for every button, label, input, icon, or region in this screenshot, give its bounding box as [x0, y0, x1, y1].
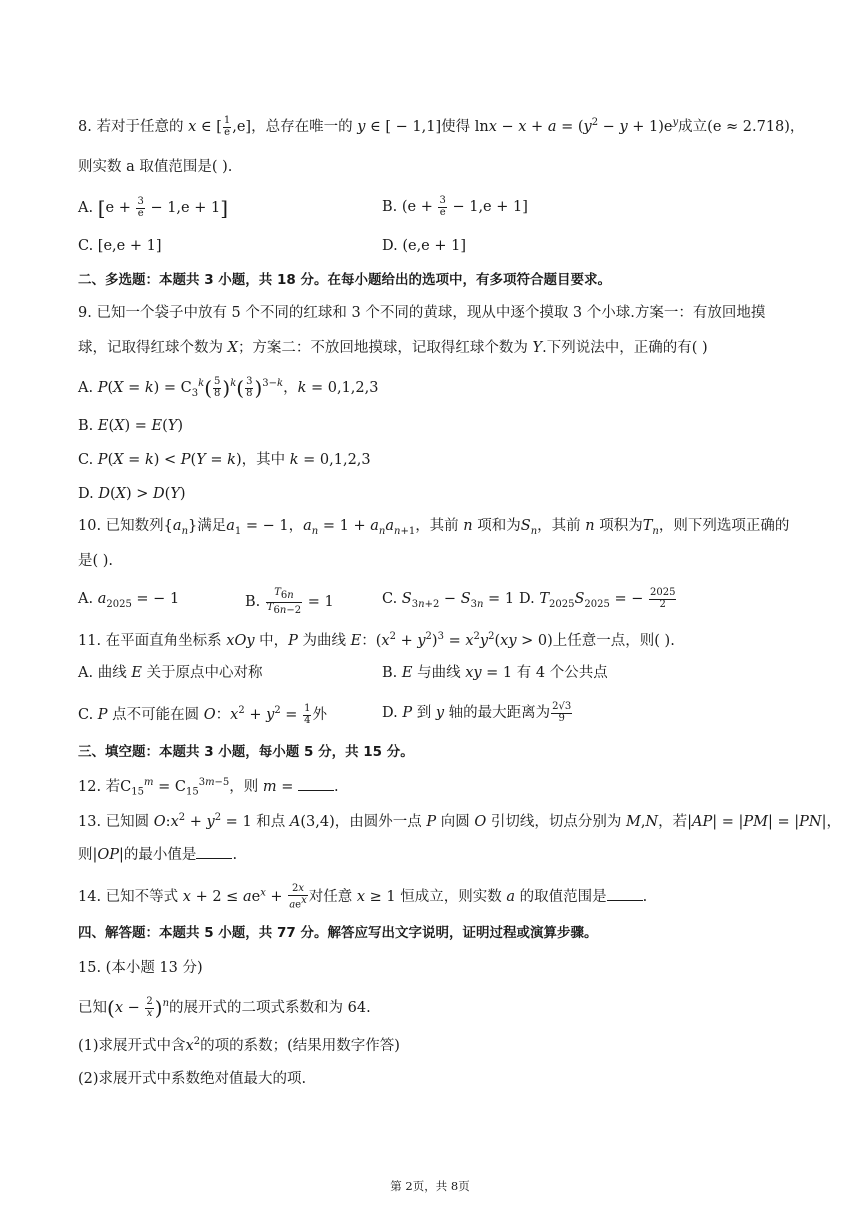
- section-solution-heading: 四、解答题：本题共 5 小题，共 77 分。解答应写出文字说明，证明过程或演算步骤。: [78, 925, 598, 941]
- q8-line2: 则实数 a 取值范围是( ).: [78, 159, 233, 175]
- q10-option-d: D. $T_{2025}S_{2025}$ = − $\frac{2025}{2}$: [519, 587, 676, 610]
- q9-option-a: A. $P(X = k) = C_3^k$( $\frac{5}{8}$ )$^k$( $\frac{3}{8}$ )$^{3-k}$，k = 0,1,2,3: [78, 376, 379, 400]
- q11-option-d: D. P 到 y 轴的最大距离为 $\frac{2√3}{9}$: [382, 701, 572, 724]
- q10-option-a: A. $a_{2025}$ = − 1: [78, 591, 180, 610]
- q15-header: 15. (本小题 13 分): [78, 960, 203, 976]
- page-number-footer: 第 2页，共 8页: [390, 1179, 470, 1193]
- q8-option-a: A. [e + $\frac{3}{e}$ − 1,e + 1]: [78, 196, 229, 220]
- section-fill-in-heading: 三、填空题：本题共 3 小题，每小题 5 分，共 15 分。: [78, 744, 414, 760]
- q10-line2: 是( ).: [78, 553, 114, 569]
- q15-line1: 已知(x − $\frac{2}{x}$ )$^n$的展开式的二项式系数和为 64.: [78, 996, 371, 1020]
- q14-line: 14. 已知不等式 $x + 2 \le ae^x$ + $\frac{2x}{ae^x}$ 对任意 x ≥ 1 恒成立，则实数 a 的取值范围是 .: [78, 883, 648, 910]
- section-multiple-choice-heading: 二、多选题：本题共 3 小题，共 18 分。在每小题给出的选项中，有多项符合题目要求。: [78, 272, 611, 288]
- q11-option-a: A. 曲线 E 关于原点中心对称: [78, 665, 263, 681]
- q10-line1: 10. 已知数列$\{a_n\}$满足$a_1$ = − 1，$a_n = 1 + a_na_{n+1}$，其前 n 项和为$S_n$，其前 n 项积为$T_n$，则下列选项正确的: [78, 518, 790, 537]
- q10-option-b: B. $\frac{T_{6n}}{T_{6n-2}}$ = 1: [245, 587, 334, 616]
- q8-option-c: C. [e,e + 1]: [78, 238, 162, 254]
- q13-line2: 则|OP|的最小值是 .: [78, 847, 238, 863]
- q9-option-c: C. P(X = k) < P(Y = k)，其中 k = 0,1,2,3: [78, 452, 371, 468]
- q10-option-c: C. $S_{3n+2} - S_{3n} = 1$: [382, 591, 515, 610]
- q12-line: 12. 若$C_{15}^m = C_{15}^{3m-5}$，则 m = .: [78, 777, 339, 798]
- q8-option-b: B. (e + $\frac{3}{e}$ − 1,e + 1]: [382, 195, 528, 218]
- q15-part2: (2)求展开式中系数绝对值最大的项.: [78, 1071, 307, 1087]
- q9-line1: 9. 已知一个袋子中放有 5 个不同的红球和 3 个不同的黄球，现从中逐个摸取 3 个小球.方案一：有放回地摸: [78, 305, 766, 321]
- q9-option-b: B. E(X) = E(Y): [78, 418, 184, 434]
- q11-option-c: C. P 点不可能在圆 O：$x^2 + y^2$ = $\frac{1}{4}$ 外: [78, 703, 327, 726]
- q13-answer-blank: [196, 846, 232, 859]
- q15-part1: (1)求展开式中含$x^2$的项的系数；(结果用数字作答): [78, 1036, 400, 1054]
- q11-line1: 11. 在平面直角坐标系 xOy 中，P 为曲线 E：$(x^2 + y^2)^3 = x^2y^2(xy > 0)$上任意一点，则( ).: [78, 631, 675, 649]
- q13-line1: 13. 已知圆 $O:x^2 + y^2 = 1$ 和点 A(3,4)，由圆外一点 P 向圆 O 引切线，切点分别为 M,N，若|AP| = |PM| = |PN|，: [78, 812, 841, 830]
- q11-option-b: B. E 与曲线 xy = 1 有 4 个公共点: [382, 665, 608, 681]
- q12-answer-blank: [298, 778, 334, 791]
- q14-answer-blank: [607, 888, 643, 901]
- q9-line2: 球，记取得红球个数为 X；方案二：不放回地摸球，记取得红球个数为 Y.下列说法中，正确的有( ): [78, 340, 708, 356]
- q9-option-d: D. D(X) > D(Y): [78, 486, 186, 502]
- q8-option-d: D. (e,e + 1]: [382, 238, 467, 254]
- q8-line1: 8. 若对于任意的 x ∈ [ $\frac{1}{e}$ ,e]，总存在唯一的 y ∈ [ − 1,1]使得 $\ln x - x + a = (y^2 - y + 1)e^y$成立(e ≈ 2.718)，: [78, 115, 805, 138]
